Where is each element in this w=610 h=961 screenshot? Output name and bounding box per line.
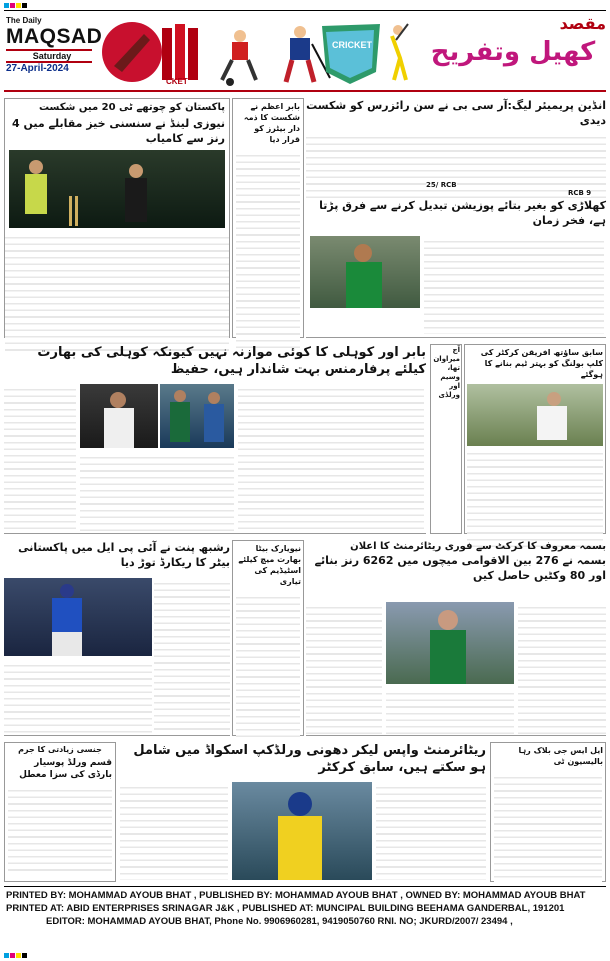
story-ipl-rcb <box>306 98 606 197</box>
story-babar-blame <box>232 98 304 338</box>
story-body <box>467 448 603 548</box>
photo-dhoni <box>232 782 372 880</box>
sports-illustration <box>100 14 410 88</box>
svg-text:CKET: CKET <box>166 77 188 86</box>
story-sa-cricketer <box>464 344 606 534</box>
story-headline: نیویارک بیٹا بھارت میچ کیلئے اسٹیڈیم کی تیاری <box>238 544 301 586</box>
story-body-col3 <box>238 384 424 532</box>
imprint-line-3: EDITOR: MOHAMMAD AYOUB BHAT, Phone No. 9906960281, 9419050760 RNI. NO; JKURD/2007/ 23494 , <box>46 916 513 927</box>
story-body <box>306 132 606 202</box>
story-body-col1 <box>120 782 228 880</box>
imprint-footer <box>6 889 606 928</box>
top-rule <box>4 10 606 11</box>
imprint-line-2: PRINTED AT: ABID ENTERPRISES SRINAGAR J&K , PUBLISHED AT: MUNCIPAL BUILDING BEEHAMA GANDERBAL, 191201 <box>6 903 565 914</box>
story-body-col1 <box>306 602 382 734</box>
story-headline: ایل ایس جی بلاک رہا بالیسیون ٹی <box>518 746 603 766</box>
imprint-line-1: PRINTED BY: MOHAMMAD AYOUB BHAT , PUBLISHED BY: MOHAMMAD AYOUB BHAT , OWNED BY: MOHAMMAD AYOUB BHAT <box>6 890 586 901</box>
story-pakistan-nz <box>4 98 230 338</box>
story-kicker: پاکستان کو چوتھے ٹی 20 میں شکست <box>38 102 225 113</box>
svg-text:CRICKET: CRICKET <box>332 40 372 50</box>
story-headline: نیوزی لینڈ نے سنسنی خیز مقابلے میں 4 رنز سے کامیاب <box>12 117 225 145</box>
story-headline: بسمہ نے 276 بین الاقوامی میچوں میں 6262 رنز بنائے اور 80 وکٹیں حاصل کیں <box>314 554 606 582</box>
masthead-date: 27-April-2024 <box>6 63 69 74</box>
photo-bismah <box>386 602 514 684</box>
story-headline: رشبھ پنت نے آئی پی ایل میں پاکستانی بیٹر کا ریکارڈ توڑ دیا <box>18 541 230 569</box>
story-body-col1 <box>4 384 76 532</box>
header-rule <box>4 90 606 92</box>
story-body-col2 <box>376 782 486 880</box>
score-1: 25/ RCB <box>426 181 457 189</box>
story-dhoni <box>120 742 486 882</box>
story-lsg <box>490 742 606 882</box>
masthead-name: MAQSAD <box>6 25 103 48</box>
story-headline: ریٹائرمنٹ واپس لیکر دھونی ورلڈکپ اسکواڈ میں شامل ہو سکتے ہیں، سابق کرکٹر <box>133 743 486 775</box>
story-body <box>236 150 300 350</box>
section-header <box>420 14 606 88</box>
photo-bowler <box>467 384 603 446</box>
story-rishabh-pant <box>4 540 230 736</box>
print-marks-bottom <box>4 953 28 959</box>
story-body <box>8 785 112 875</box>
story-headline: آج میراوان تھا، وسیم اور ورلڈی <box>433 346 460 399</box>
story-body-col2 <box>4 660 152 734</box>
masthead-block <box>6 16 103 84</box>
story-body <box>494 772 602 882</box>
story-body <box>424 236 604 334</box>
story-headline: قسم ورلڈ پوسیار بارڈی کی سزا معطل <box>19 758 112 780</box>
masthead-day: Saturday <box>32 51 72 61</box>
story-body-col1 <box>154 578 230 734</box>
story-headline: انڈین پریمیئر لیگ:آر سی بی نے سن رائزرس کو شکست دیدی <box>306 99 606 127</box>
story-body <box>5 232 229 352</box>
story-headline: کھلاڑی کو بغیر بتائے پوزیشن تبدیل کرنے سے فرق پڑتا ہے، فخر زمان <box>319 199 606 227</box>
story-headline: بابر اور کوہلی کا کوئی موازنہ نہیں کیونکہ کوہلی کی بھارت کیلئے پرفارمنس بہت شاندار ہیں، حفیظ <box>37 345 426 377</box>
section-title: کھیل وتفریح <box>430 37 596 67</box>
story-conviction <box>4 742 116 882</box>
photo-babar-kohli <box>160 384 234 448</box>
story-fakhar <box>306 198 606 338</box>
story-bismah <box>306 540 606 736</box>
story-body-col3 <box>386 688 514 734</box>
footer-rule <box>4 886 606 887</box>
story-body-col2 <box>518 602 606 734</box>
story-headline: بابر اعظم نے شکست کا ذمہ دار بیٹرز کو قرار دیا <box>243 102 300 144</box>
story-body-col2 <box>80 452 234 532</box>
story-kicker: جنسی زیادتی کا جرم <box>18 745 102 754</box>
photo-fakhar <box>310 236 420 308</box>
score-2: RCB 9 <box>568 189 592 197</box>
story-newyork <box>232 540 304 736</box>
story-headline: سابق ساؤتھ افریقن کرکٹر کی کلپ بولنگ کو بہتر ٹیم بنانے کا ہوگئے <box>480 348 603 379</box>
story-wasim <box>430 344 462 534</box>
story-kicker: بسمہ معروف کا کرکٹ سے فوری ریٹائرمنٹ کا اعلان <box>350 541 606 552</box>
photo-pant <box>4 578 152 656</box>
masthead-daily: The Daily <box>6 16 42 25</box>
photo-cricketers <box>9 150 225 228</box>
photo-hafeez <box>80 384 158 448</box>
print-marks-top <box>4 3 28 9</box>
story-body <box>236 592 300 742</box>
story-hafeez <box>4 344 426 534</box>
logo-urdu: مقصد <box>559 14 606 33</box>
